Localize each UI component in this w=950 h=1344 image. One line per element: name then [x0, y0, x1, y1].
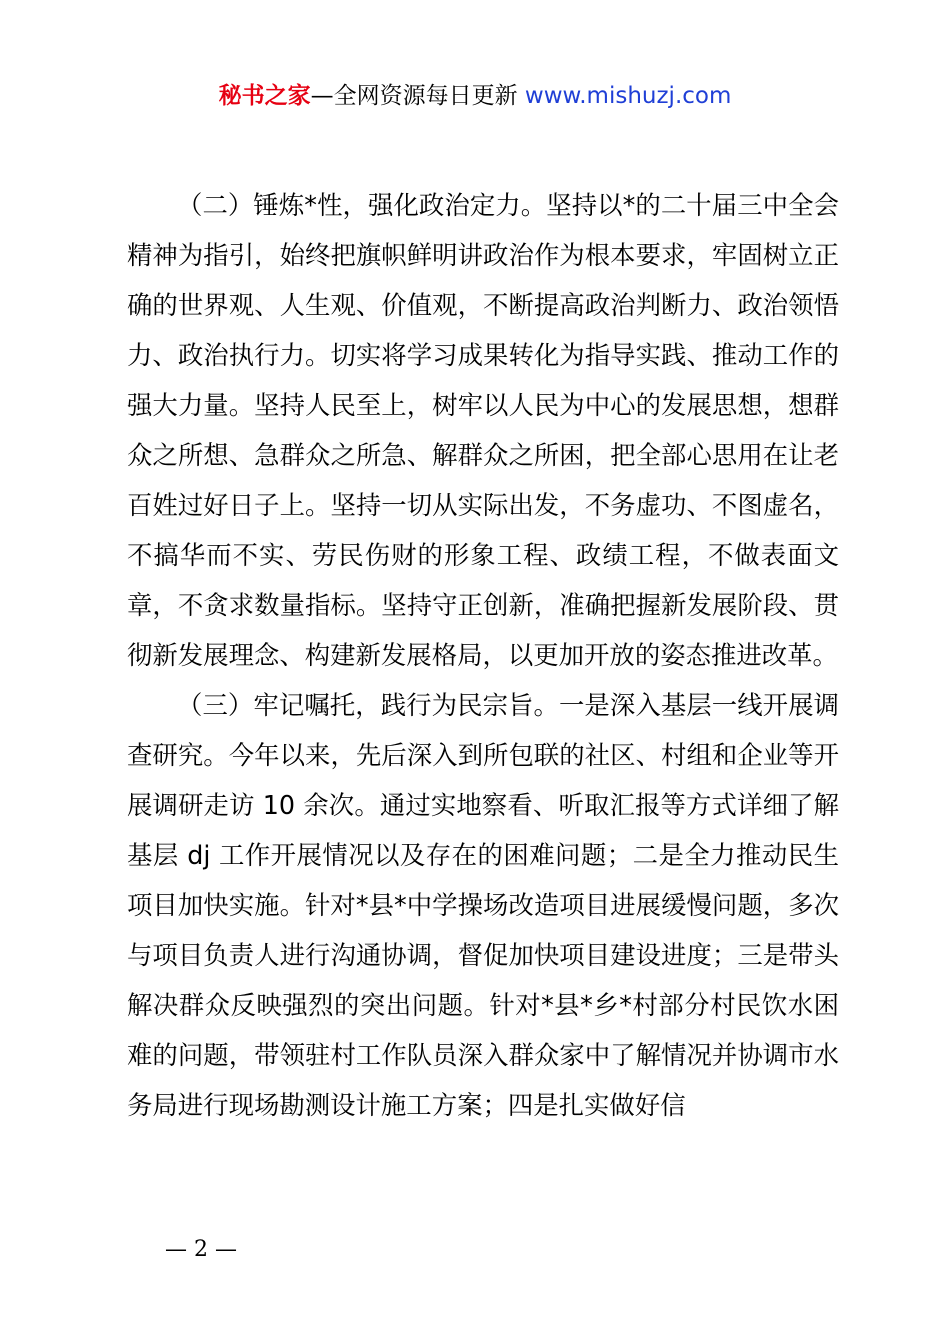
site-header — [0, 80, 950, 112]
site-slogan: —全网资源每日更新 — [310, 83, 525, 109]
paragraph: （三）牢记嘱托，践行为民宗旨。一是深入基层一线开展调查研究。今年以来，先后深入到所包联的社区、村组和企业等开展调研走访 10 余次。通过实地察看、听取汇报等方式详细了解基层 dj 工作开展情况以及存在的困难问题；二是全力推动民生项目加快实施。针对*县*中学操场改造项目进展缓慢问题，多次与项目负责人进行沟通协调，督促加快项目建设进度；三是带头解决群众反映强烈的突出问题。针对*县*乡*村部分村民饮水困难的问题，带领驻村工作队员深入群众家中了解情况并协调市水务局进行现场勘测设计施工方案；四是扎实做好信 — [127, 690, 839, 1120]
document-body — [127, 180, 839, 1130]
site-brand: 秘书之家 — [218, 83, 311, 109]
site-url-link[interactable]: www.mishuzj.com — [524, 83, 732, 109]
paragraph: （二）锤炼*性，强化政治定力。坚持以*的二十届三中全会精神为指引，始终把旗帜鲜明讲政治作为根本要求，牢固树立正确的世界观、人生观、价值观，不断提高政治判断力、政治领悟力、政治执行力。切实将学习成果转化为指导实践、推动工作的强大力量。坚持人民至上，树牢以人民为中心的发展思想，想群众之所想、急群众之所急、解群众之所困，把全部心思用在让老百姓过好日子上。坚持一切从实际出发，不务虚功、不图虚名，不搞华而不实、劳民伤财的形象工程、政绩工程，不做表面文章，不贪求数量指标。坚持守正创新，准确把握新发展阶段、贯彻新发展理念、构建新发展格局，以更加开放的姿态推进改革。 — [127, 190, 839, 670]
page-number: — 2 — — [165, 1237, 237, 1262]
